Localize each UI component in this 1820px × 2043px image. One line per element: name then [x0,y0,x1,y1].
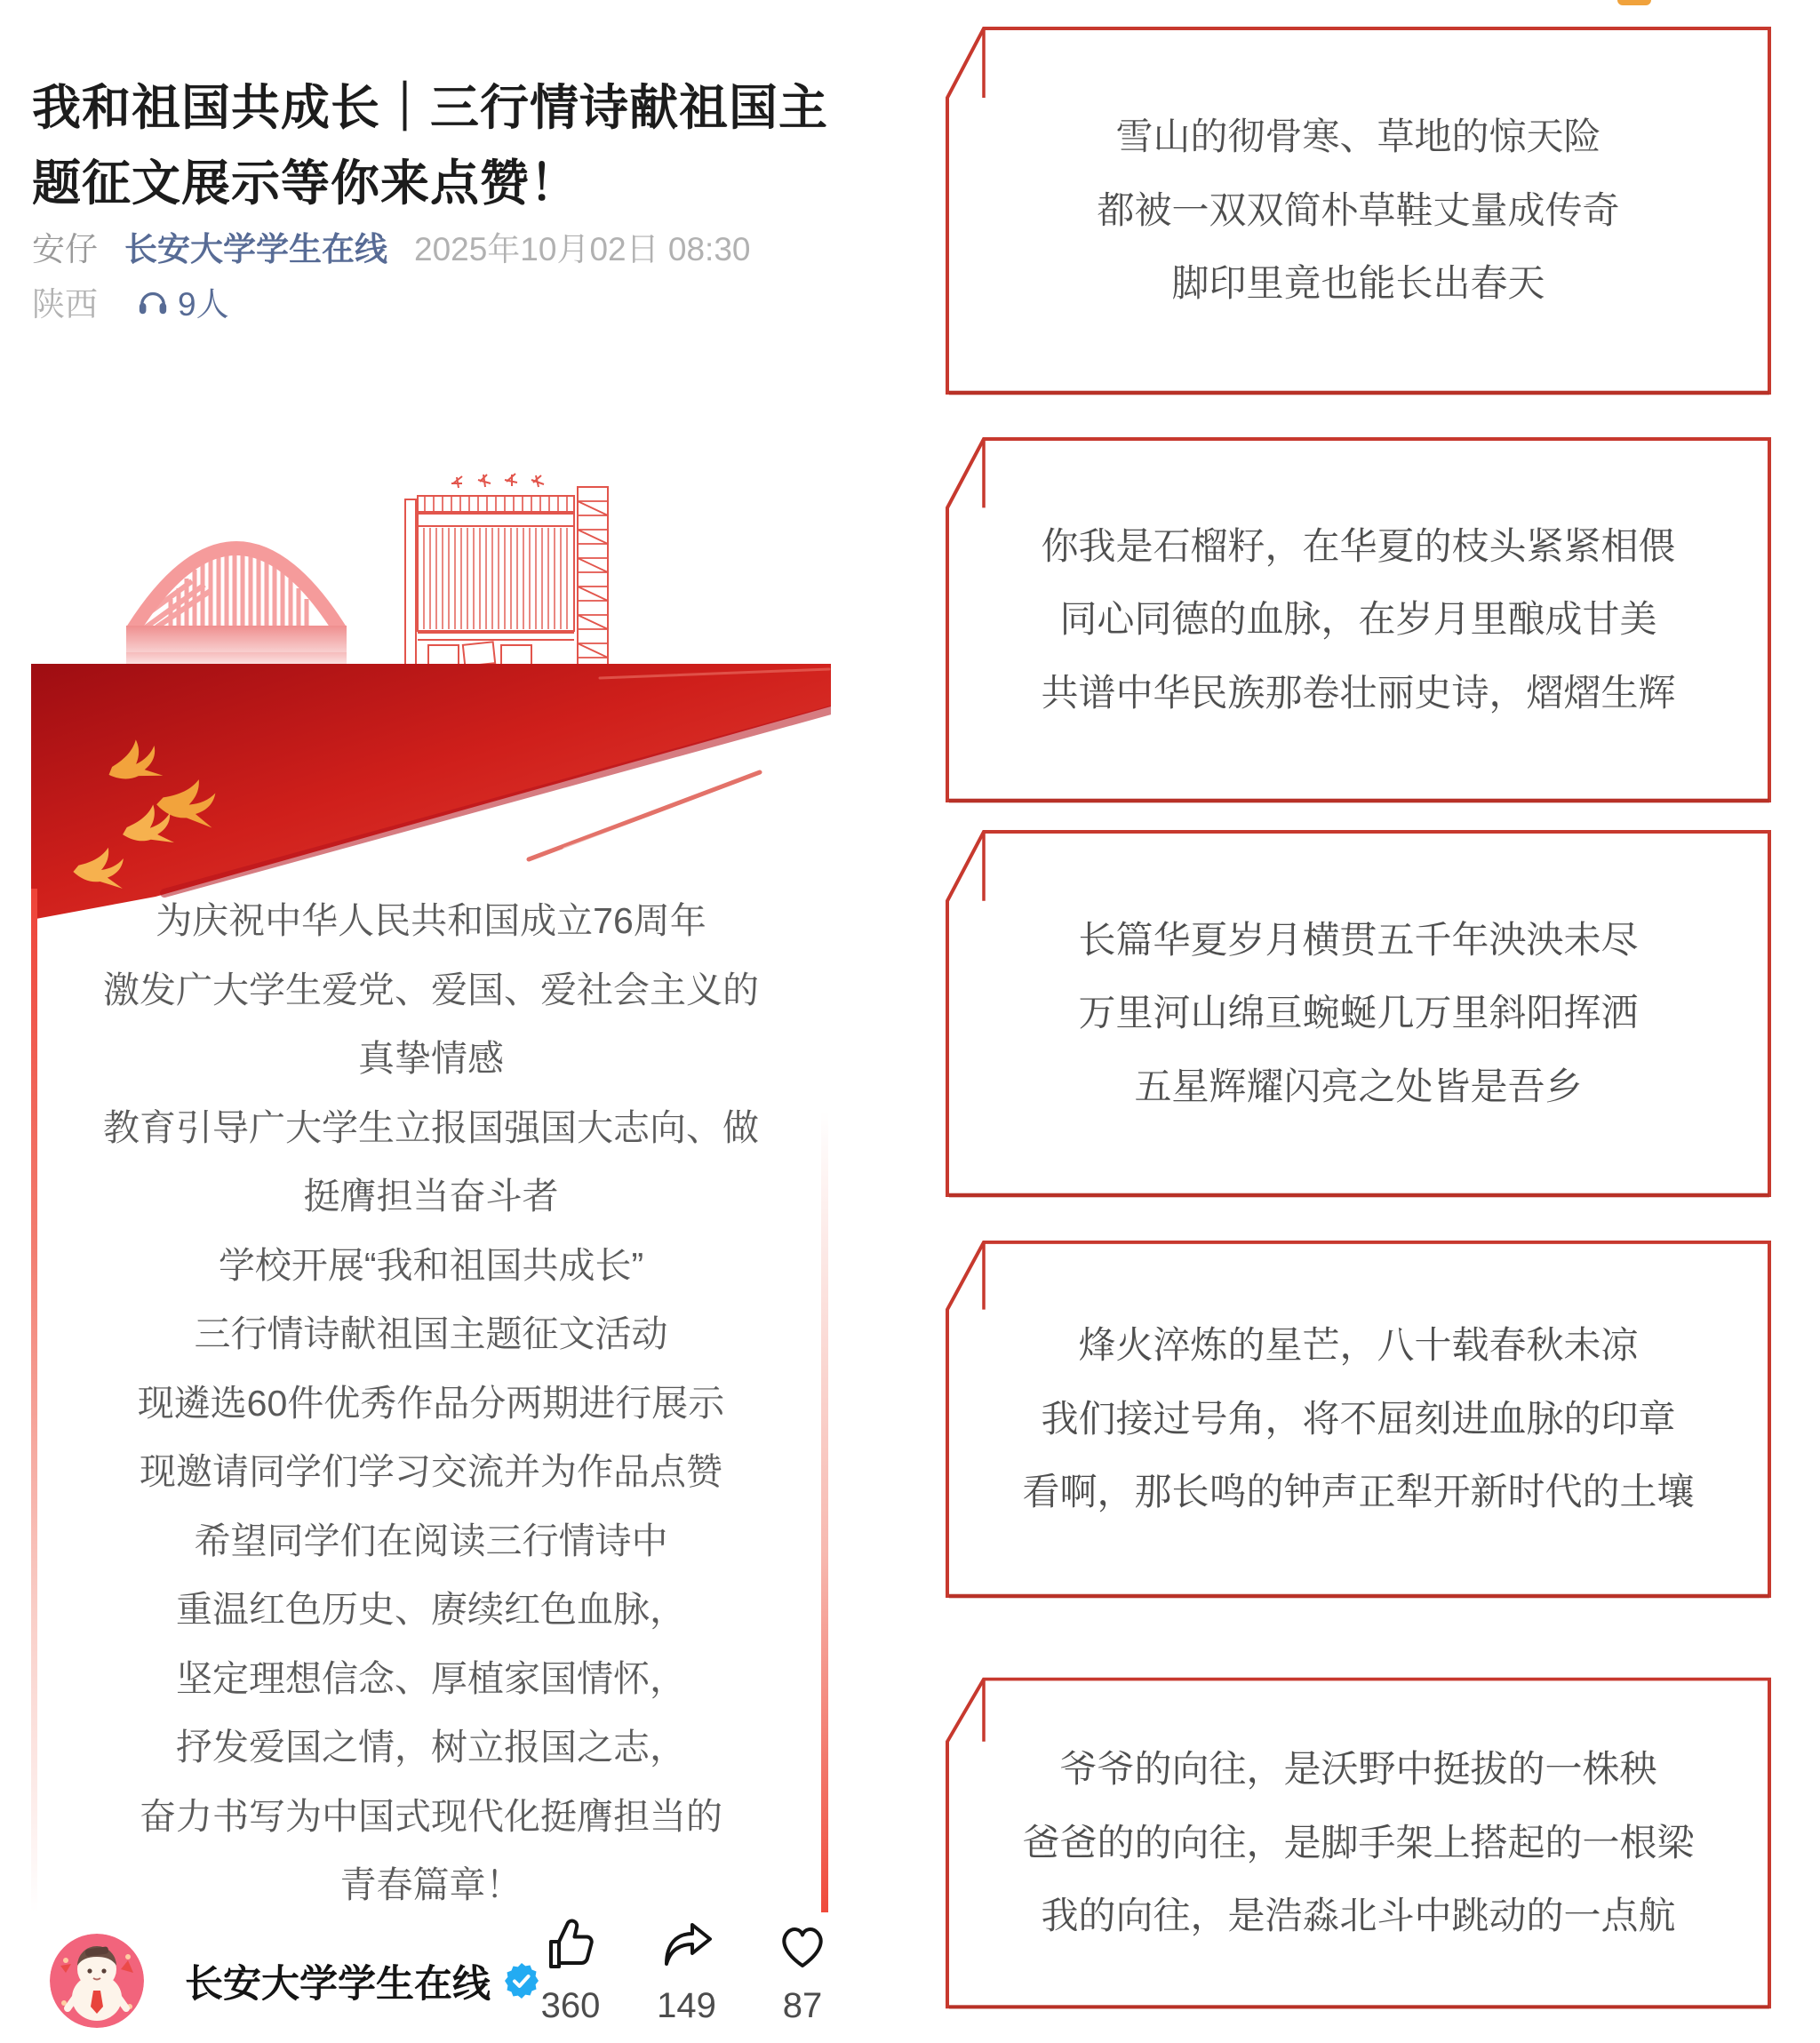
decorative-cut-element [1617,0,1651,5]
poem-line: 长篇华夏岁月横贯五千年泱泱未尽 [1078,918,1639,961]
share-button[interactable] [650,1918,724,2039]
poem-card [944,435,1773,804]
publish-date: 2025年10月02日 08:30 [414,231,751,267]
poem-line: 共谱中华民族那卷壮丽史诗，熠熠生辉 [1041,671,1676,714]
poem-line: 你我是石榴籽，在华夏的枝头紧紧相偎 [1041,524,1676,567]
like-count: 360 [540,1986,601,2025]
body-line: 青春篇章！ [339,1864,523,1905]
body-line: 学校开展“我和祖国共成长” [218,1244,644,1286]
body-line: 抒发爱国之情，树立报国之志， [176,1727,686,1768]
poem-line: 爷爷的向往，是沃野中挺拔的一株秧 [1059,1748,1657,1791]
poem-line: 烽火淬炼的星芒，八十载春秋未凉 [1078,1324,1639,1367]
body-line: 激发广大学生爱党、爱国、爱社会主义的 [103,969,759,1010]
poem-card [944,25,1773,396]
heart-icon [774,1918,831,1979]
body-line: 现邀请同学们学习交流并为作品点赞 [140,1451,722,1492]
article-body [31,887,831,1920]
page-title: 我和祖国共成长｜三行情诗献祖国主题征文展示等你来点赞！ [32,79,829,211]
body-line: 真挚情感 [358,1038,504,1079]
poem-line: 五星辉耀闪亮之处皆是吾乡 [1134,1065,1583,1107]
poem-line: 爸爸的的向往，是脚手架上搭起的一根梁 [1022,1821,1695,1863]
body-line: 现遴选60件优秀作品分两期进行展示 [137,1382,725,1424]
meta-row [32,277,832,325]
body-line: 奋力书写为中国式现代化挺膺担当的 [140,1795,722,1837]
engagement-stats [533,1918,840,2039]
account-link[interactable]: 长安大学学生在线 [124,231,387,267]
poem-line: 我们接过号角，将不屈刻进血脉的印章 [1041,1397,1676,1440]
poem-card [944,1239,1773,1600]
body-line: 挺膺担当奋斗者 [303,1176,559,1217]
like-button[interactable] [533,1918,608,2039]
left-edge-accent [31,889,37,1912]
headset-icon [137,286,169,316]
favorite-count: 87 [782,1986,823,2025]
poem-line: 都被一双双简朴草鞋丈量成传奇 [1097,188,1620,231]
poem-card [944,1676,1773,2010]
body-line: 三行情诗献祖国主题征文活动 [194,1313,668,1354]
byline [32,222,832,270]
bridge-illustration [126,494,347,681]
forward-arrow-icon [659,1918,715,1979]
body-line: 教育引导广大学生立报国强国大志向、做 [103,1106,759,1148]
footer-account-name[interactable]: 长安大学学生在线 [185,1962,491,2006]
poem-line: 脚印里竟也能长出春天 [1171,262,1545,305]
share-count: 149 [657,1986,716,2025]
poem-line: 看啊，那长鸣的钟声正犁开新时代的土壤 [1022,1471,1695,1513]
location-label: 陕西 [32,286,98,323]
poem-line: 我的向往，是浩淼北斗中跳动的一点航 [1041,1895,1676,1937]
poem-card [944,828,1773,1199]
footer-account-row [185,1950,540,2012]
body-line: 希望同学们在阅读三行情诗中 [194,1520,668,1561]
poem-line: 雪山的彻骨寒、草地的惊天险 [1115,116,1601,158]
avatar[interactable] [50,1934,144,2028]
poem-line: 万里河山绵亘蜿蜒几万里斜阳挥洒 [1078,992,1639,1034]
body-line: 坚定理想信念、厚植家国情怀， [176,1657,686,1699]
thumb-up-icon [542,1918,599,1979]
listen-count[interactable]: 9人 [137,277,229,325]
body-line: 重温红色历史、赓续红色血脉， [176,1589,686,1630]
author-name: 安仔 [32,231,98,267]
poem-line: 同心同德的血脉，在岁月里酿成甘美 [1059,598,1657,641]
body-line: 为庆祝中华人民共和国成立76周年 [156,900,706,941]
favorite-button[interactable] [765,1918,840,2039]
right-edge-accent [821,1111,828,1912]
